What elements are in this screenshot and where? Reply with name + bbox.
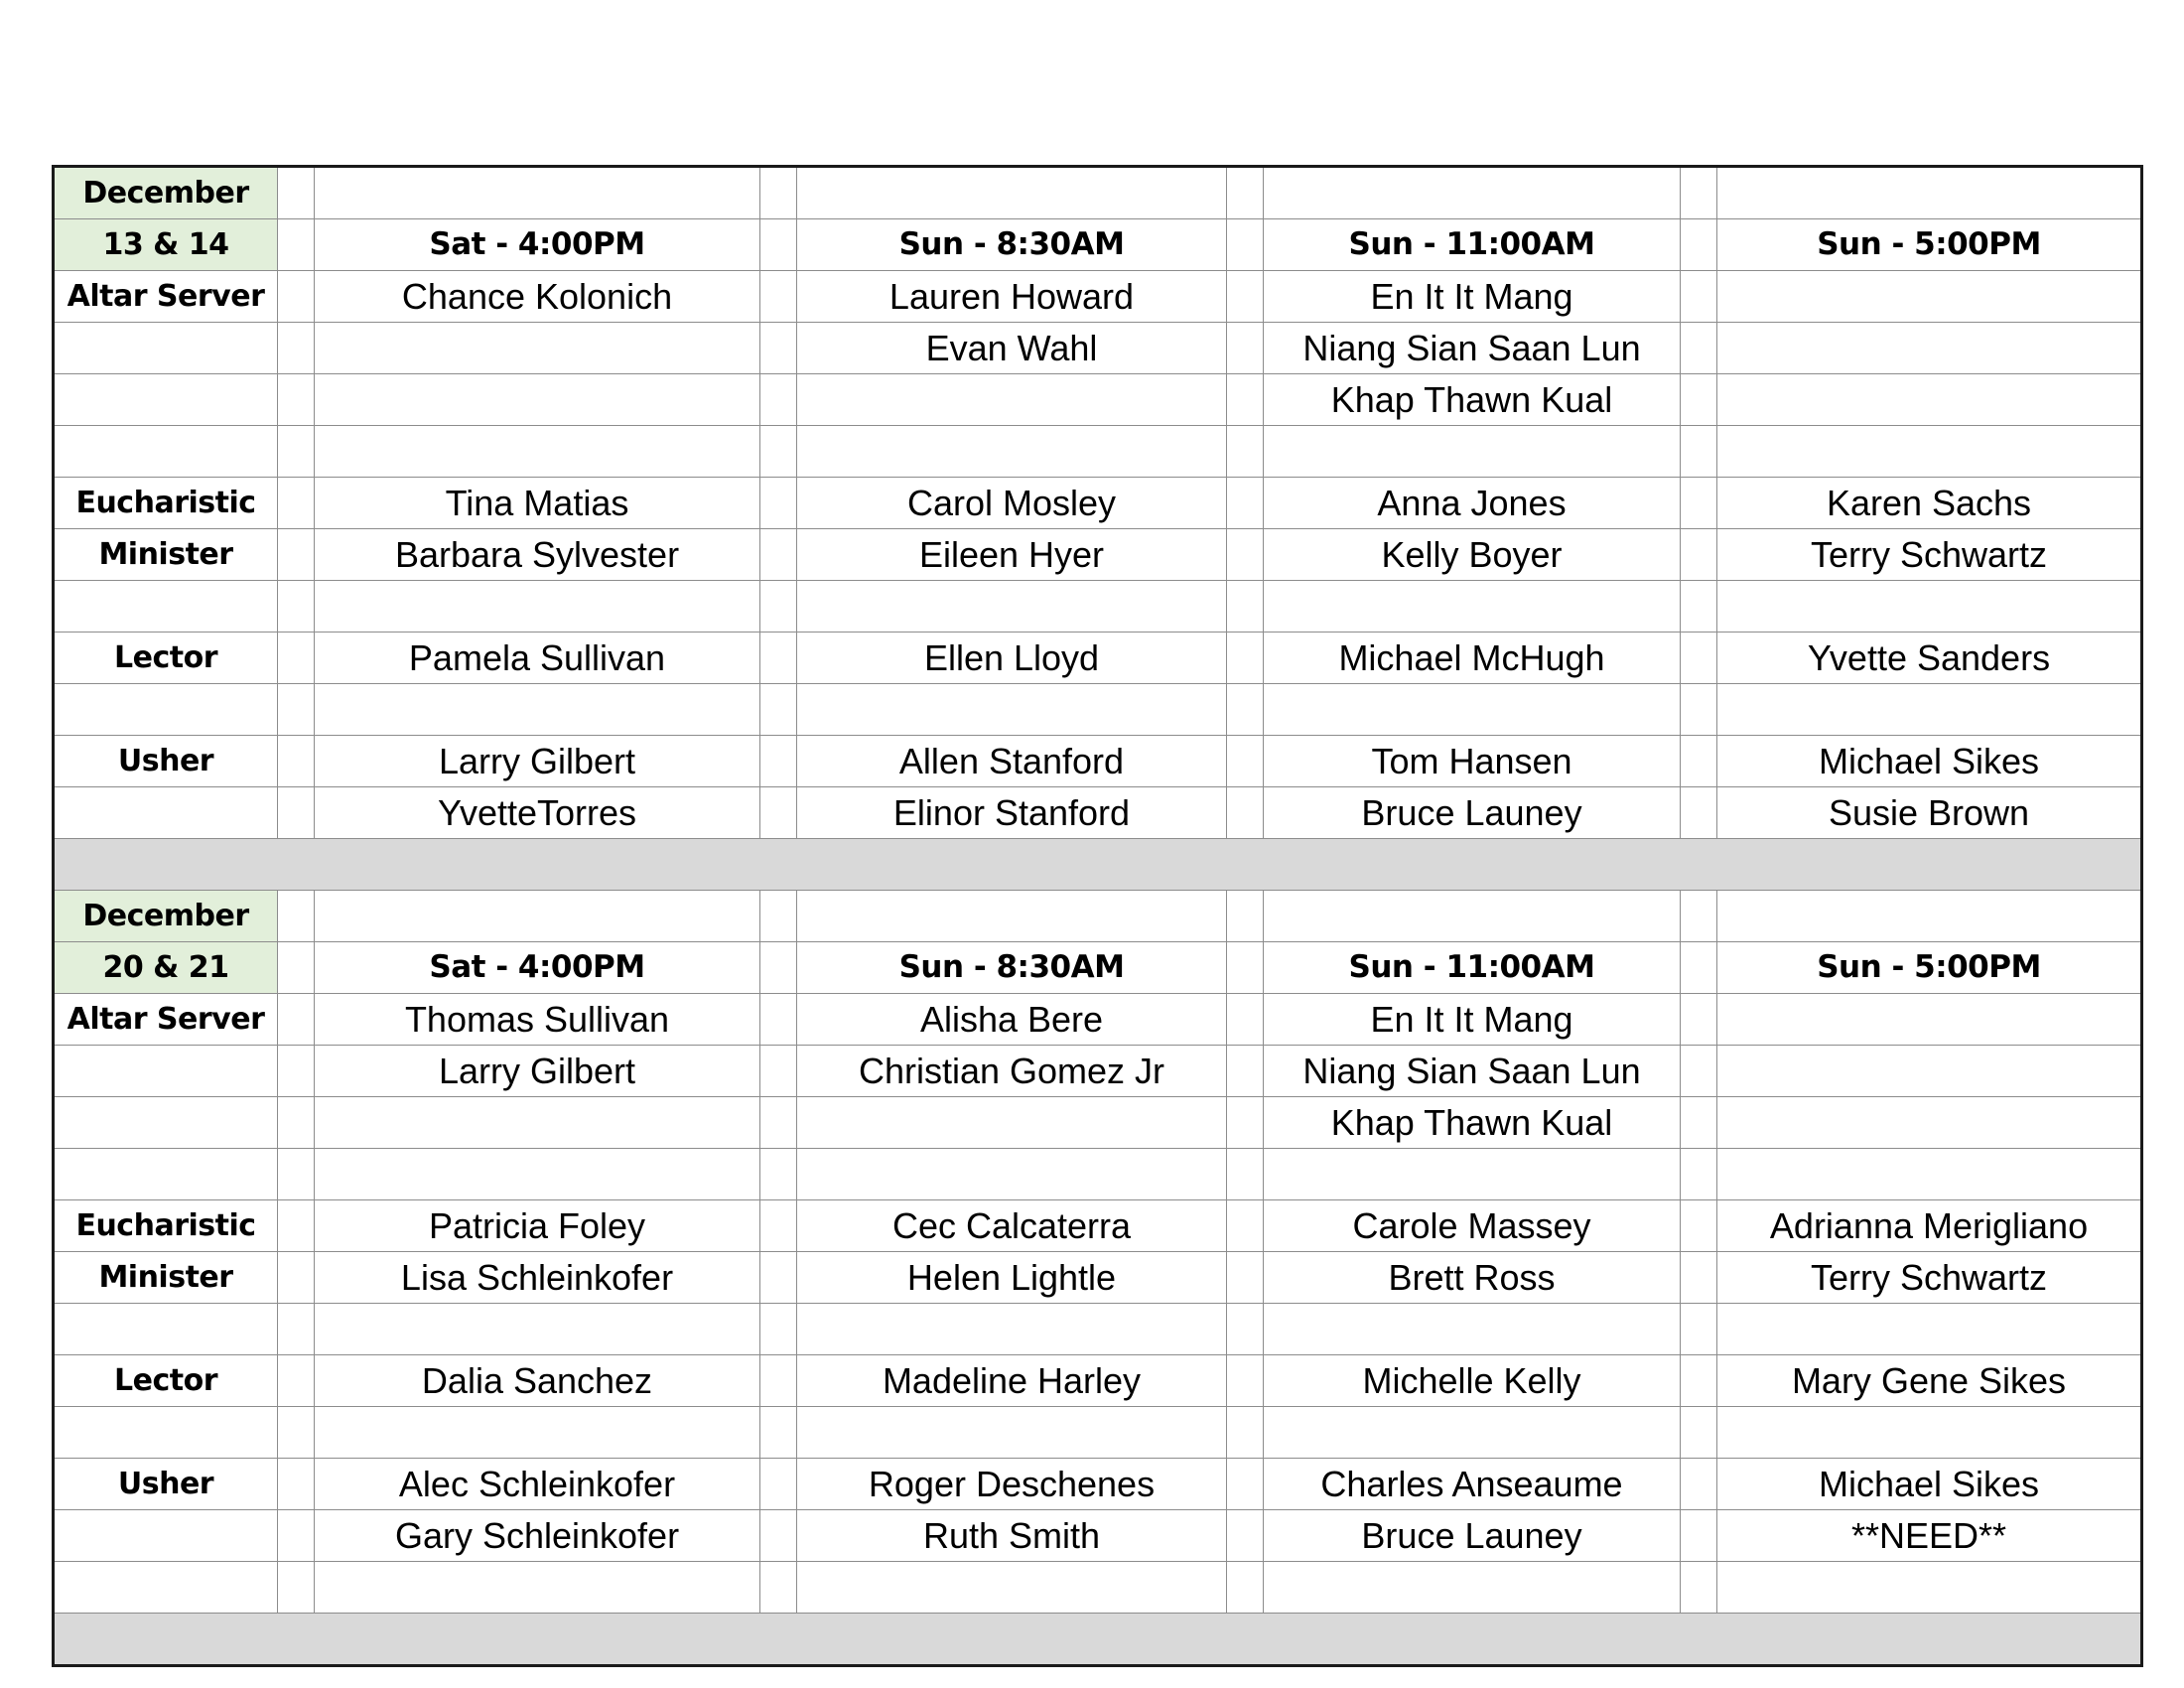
volunteer-name: Michael Sikes: [1717, 736, 2142, 787]
spacer-cell: [1681, 1304, 1717, 1355]
role-label-minister: Minister: [54, 529, 278, 581]
volunteer-name: [1717, 581, 2142, 633]
spacer-cell: [1681, 426, 1717, 478]
mass-time-header: Sat - 4:00PM: [315, 942, 760, 994]
role-label: [54, 1046, 278, 1097]
spacer-cell: [1681, 787, 1717, 839]
spacer-cell: [1227, 736, 1264, 787]
volunteer-name: Lauren Howard: [797, 271, 1227, 323]
spacer-cell: [278, 167, 315, 219]
spacer-cell: [760, 787, 797, 839]
role-label-minister: Minister: [54, 1252, 278, 1304]
volunteer-name: Gary Schleinkofer: [315, 1510, 760, 1562]
schedule-row: [54, 1407, 2142, 1459]
role-label: [54, 1097, 278, 1149]
schedule-row: [54, 1355, 2142, 1407]
spacer-cell: [278, 1562, 315, 1614]
spacer-cell: [760, 374, 797, 426]
volunteer-name: Ruth Smith: [797, 1510, 1227, 1562]
volunteer-name: Tom Hansen: [1264, 736, 1681, 787]
spacer-cell: [760, 736, 797, 787]
role-label-altar-server: Altar Server: [54, 994, 278, 1046]
spacer-cell: [1681, 1252, 1717, 1304]
spacer-cell: [760, 684, 797, 736]
volunteer-name: Helen Lightle: [797, 1252, 1227, 1304]
mass-time-row: [54, 942, 2142, 994]
volunteer-name: [1717, 1097, 2142, 1149]
schedule-body: [54, 167, 2142, 1666]
volunteer-name: Allen Stanford: [797, 736, 1227, 787]
mass-time-header: Sun - 8:30AM: [797, 219, 1227, 271]
spacer-cell: [1681, 1407, 1717, 1459]
schedule-row: [54, 633, 2142, 684]
schedule-row: [54, 271, 2142, 323]
spacer-cell: [1227, 374, 1264, 426]
spacer-cell: [1227, 478, 1264, 529]
volunteer-name: Alec Schleinkofer: [315, 1459, 760, 1510]
volunteer-name: [1264, 1407, 1681, 1459]
spacer-cell: [760, 1304, 797, 1355]
volunteer-name: Evan Wahl: [797, 323, 1227, 374]
blank-cell: [1264, 167, 1681, 219]
volunteer-name: [1264, 426, 1681, 478]
spacer-cell: [278, 1200, 315, 1252]
volunteer-name: [797, 581, 1227, 633]
spacer-cell: [1227, 1510, 1264, 1562]
spacer-cell: [1681, 374, 1717, 426]
spacer-cell: [1227, 1097, 1264, 1149]
spacer-cell: [1227, 271, 1264, 323]
spacer-cell: [760, 581, 797, 633]
volunteer-name: [797, 426, 1227, 478]
spacer-cell: [760, 1046, 797, 1097]
volunteer-name: Michael Sikes: [1717, 1459, 2142, 1510]
spacer-cell: [760, 1200, 797, 1252]
role-label: [54, 323, 278, 374]
volunteer-name: Susie Brown: [1717, 787, 2142, 839]
volunteer-name: Karen Sachs: [1717, 478, 2142, 529]
spacer-cell: [1681, 529, 1717, 581]
spacer-cell: [1227, 891, 1264, 942]
block-header-row: [54, 167, 2142, 219]
spacer-cell: [1227, 1355, 1264, 1407]
volunteer-name: [1264, 1304, 1681, 1355]
spacer-cell: [278, 1510, 315, 1562]
spacer-cell: [278, 1459, 315, 1510]
role-label-eucharistic: Eucharistic: [54, 478, 278, 529]
role-label: [54, 1149, 278, 1200]
spacer-cell: [1681, 478, 1717, 529]
spacer-cell: [760, 219, 797, 271]
spacer-cell: [760, 994, 797, 1046]
volunteer-name: Ellen Lloyd: [797, 633, 1227, 684]
spacer-cell: [1227, 529, 1264, 581]
schedule-row: [54, 323, 2142, 374]
volunteer-name: [797, 1304, 1227, 1355]
volunteer-name: Khap Thawn Kual: [1264, 1097, 1681, 1149]
spacer-cell: [278, 581, 315, 633]
role-label-lector: Lector: [54, 633, 278, 684]
spacer-cell: [760, 942, 797, 994]
spacer-cell: [760, 1459, 797, 1510]
role-label-lector: Lector: [54, 1355, 278, 1407]
volunteer-name: Anna Jones: [1264, 478, 1681, 529]
volunteer-name: Niang Sian Saan Lun: [1264, 1046, 1681, 1097]
spacer-cell: [760, 271, 797, 323]
spacer-cell: [278, 736, 315, 787]
blank-cell: [1264, 891, 1681, 942]
volunteer-name: [797, 1562, 1227, 1614]
schedule-row: [54, 581, 2142, 633]
spacer-cell: [760, 478, 797, 529]
spacer-cell: [1681, 1200, 1717, 1252]
role-label: [54, 374, 278, 426]
volunteer-name: [1717, 1149, 2142, 1200]
volunteer-name: [797, 1407, 1227, 1459]
spacer-cell: [278, 478, 315, 529]
schedule-row: [54, 529, 2142, 581]
date-days-label: 20 & 21: [54, 942, 278, 994]
volunteer-name: [1717, 1046, 2142, 1097]
role-label: [54, 426, 278, 478]
volunteer-name: [1717, 684, 2142, 736]
mass-time-header: Sun - 11:00AM: [1264, 219, 1681, 271]
volunteer-name: Bruce Launey: [1264, 787, 1681, 839]
spacer-cell: [760, 1149, 797, 1200]
volunteer-name: En It It Mang: [1264, 994, 1681, 1046]
volunteer-name: Dalia Sanchez: [315, 1355, 760, 1407]
blank-cell: [1717, 891, 2142, 942]
spacer-cell: [760, 323, 797, 374]
volunteer-name: [315, 684, 760, 736]
volunteer-name: Terry Schwartz: [1717, 529, 2142, 581]
spacer-cell: [760, 891, 797, 942]
volunteer-name: [315, 374, 760, 426]
mass-time-header: Sun - 5:00PM: [1717, 942, 2142, 994]
spacer-cell: [760, 1252, 797, 1304]
spacer-cell: [278, 323, 315, 374]
role-label-usher: Usher: [54, 1459, 278, 1510]
volunteer-name: Thomas Sullivan: [315, 994, 760, 1046]
separator-band: [54, 839, 2142, 891]
volunteer-name: [797, 374, 1227, 426]
mass-time-header: Sun - 11:00AM: [1264, 942, 1681, 994]
volunteer-name: Michael McHugh: [1264, 633, 1681, 684]
volunteer-name: [797, 684, 1227, 736]
spacer-cell: [278, 1407, 315, 1459]
spacer-cell: [278, 684, 315, 736]
spacer-cell: [278, 1304, 315, 1355]
spacer-cell: [278, 1046, 315, 1097]
spacer-cell: [1681, 736, 1717, 787]
spacer-cell: [278, 1149, 315, 1200]
spacer-cell: [1227, 684, 1264, 736]
volunteer-name: Michelle Kelly: [1264, 1355, 1681, 1407]
volunteer-name: [315, 426, 760, 478]
spacer-cell: [760, 426, 797, 478]
spacer-cell: [1227, 1149, 1264, 1200]
blank-cell: [797, 891, 1227, 942]
spacer-cell: [1227, 1252, 1264, 1304]
spacer-cell: [1227, 994, 1264, 1046]
volunteer-name: [1717, 1407, 2142, 1459]
spacer-cell: [1227, 426, 1264, 478]
volunteer-name: [1717, 1304, 2142, 1355]
spacer-cell: [1681, 581, 1717, 633]
schedule-row: [54, 1097, 2142, 1149]
volunteer-name: Terry Schwartz: [1717, 1252, 2142, 1304]
spacer-cell: [1227, 942, 1264, 994]
spacer-cell: [278, 1355, 315, 1407]
spacer-cell: [760, 1562, 797, 1614]
spacer-cell: [1681, 1097, 1717, 1149]
volunteer-name: Chance Kolonich: [315, 271, 760, 323]
spacer-cell: [278, 1252, 315, 1304]
volunteer-name: Kelly Boyer: [1264, 529, 1681, 581]
spacer-cell: [760, 1355, 797, 1407]
schedule-row: [54, 1459, 2142, 1510]
volunteer-name: Larry Gilbert: [315, 736, 760, 787]
schedule-row: [54, 1046, 2142, 1097]
role-label: [54, 1510, 278, 1562]
mass-time-header: Sat - 4:00PM: [315, 219, 760, 271]
schedule-row: [54, 1562, 2142, 1614]
date-days-label: 13 & 14: [54, 219, 278, 271]
volunteer-name: Bruce Launey: [1264, 1510, 1681, 1562]
mass-time-row: [54, 219, 2142, 271]
spacer-cell: [278, 426, 315, 478]
schedule-row: [54, 426, 2142, 478]
volunteer-name: [1717, 426, 2142, 478]
separator-band: [54, 1614, 2142, 1666]
volunteer-name: Niang Sian Saan Lun: [1264, 323, 1681, 374]
role-label: [54, 1407, 278, 1459]
volunteer-name: Pamela Sullivan: [315, 633, 760, 684]
role-label: [54, 787, 278, 839]
volunteer-name: Larry Gilbert: [315, 1046, 760, 1097]
spacer-cell: [1681, 994, 1717, 1046]
spacer-cell: [1227, 1046, 1264, 1097]
volunteer-name: YvetteTorres: [315, 787, 760, 839]
volunteer-name: [1264, 1149, 1681, 1200]
spacer-cell: [1227, 323, 1264, 374]
role-label-usher: Usher: [54, 736, 278, 787]
spacer-cell: [1681, 633, 1717, 684]
spacer-cell: [1681, 323, 1717, 374]
mass-time-header: Sun - 5:00PM: [1717, 219, 2142, 271]
mass-time-header: Sun - 8:30AM: [797, 942, 1227, 994]
volunteer-name: Mary Gene Sikes: [1717, 1355, 2142, 1407]
volunteer-name: Adrianna Merigliano: [1717, 1200, 2142, 1252]
spacer-cell: [278, 374, 315, 426]
role-label-eucharistic: Eucharistic: [54, 1200, 278, 1252]
spacer-cell: [760, 167, 797, 219]
volunteer-name: [1264, 581, 1681, 633]
spacer-cell: [1681, 1459, 1717, 1510]
spacer-cell: [1227, 1200, 1264, 1252]
spacer-cell: [1227, 167, 1264, 219]
volunteer-name: [797, 1149, 1227, 1200]
volunteer-name: [315, 581, 760, 633]
volunteer-name: [797, 1097, 1227, 1149]
spacer-cell: [278, 942, 315, 994]
volunteer-name: [1717, 1562, 2142, 1614]
separator-band-cell: [54, 1614, 2142, 1666]
volunteer-name: [315, 1562, 760, 1614]
volunteer-name: [1717, 374, 2142, 426]
blank-cell: [315, 167, 760, 219]
date-month-label: December: [54, 167, 278, 219]
spacer-cell: [1227, 219, 1264, 271]
volunteer-name: Madeline Harley: [797, 1355, 1227, 1407]
schedule-row: [54, 1510, 2142, 1562]
volunteer-name: **NEED**: [1717, 1510, 2142, 1562]
spacer-cell: [1681, 891, 1717, 942]
volunteer-name: [1264, 1562, 1681, 1614]
volunteer-name: [315, 1304, 760, 1355]
spacer-cell: [278, 891, 315, 942]
volunteer-name: Khap Thawn Kual: [1264, 374, 1681, 426]
spacer-cell: [1681, 1510, 1717, 1562]
volunteer-name: [315, 1149, 760, 1200]
separator-band-cell: [54, 839, 2142, 891]
spacer-cell: [1227, 1304, 1264, 1355]
spacer-cell: [1681, 219, 1717, 271]
spacer-cell: [1227, 787, 1264, 839]
volunteer-name: [315, 323, 760, 374]
ministry-schedule-table: [52, 165, 2143, 1667]
spacer-cell: [278, 271, 315, 323]
spacer-cell: [760, 529, 797, 581]
spacer-cell: [1681, 684, 1717, 736]
spacer-cell: [1227, 1459, 1264, 1510]
spacer-cell: [760, 1097, 797, 1149]
volunteer-name: Eileen Hyer: [797, 529, 1227, 581]
spacer-cell: [1681, 1562, 1717, 1614]
spacer-cell: [1227, 581, 1264, 633]
spacer-cell: [760, 1510, 797, 1562]
volunteer-name: Roger Deschenes: [797, 1459, 1227, 1510]
spacer-cell: [1227, 1562, 1264, 1614]
schedule-row: [54, 994, 2142, 1046]
schedule-row: [54, 374, 2142, 426]
volunteer-name: Alisha Bere: [797, 994, 1227, 1046]
volunteer-name: Yvette Sanders: [1717, 633, 2142, 684]
schedule-row: [54, 1304, 2142, 1355]
spacer-cell: [278, 1097, 315, 1149]
schedule-row: [54, 684, 2142, 736]
volunteer-name: Brett Ross: [1264, 1252, 1681, 1304]
schedule-row: [54, 1149, 2142, 1200]
spacer-cell: [278, 994, 315, 1046]
role-label: [54, 1562, 278, 1614]
spacer-cell: [278, 529, 315, 581]
spacer-cell: [1681, 271, 1717, 323]
volunteer-name: Carole Massey: [1264, 1200, 1681, 1252]
volunteer-name: [315, 1407, 760, 1459]
spacer-cell: [278, 219, 315, 271]
volunteer-name: [1717, 271, 2142, 323]
volunteer-name: Christian Gomez Jr: [797, 1046, 1227, 1097]
spacer-cell: [278, 787, 315, 839]
date-month-label: December: [54, 891, 278, 942]
spacer-cell: [1681, 1355, 1717, 1407]
block-header-row: [54, 891, 2142, 942]
spacer-cell: [1227, 633, 1264, 684]
volunteer-name: Patricia Foley: [315, 1200, 760, 1252]
schedule-row: [54, 1252, 2142, 1304]
spacer-cell: [1681, 1149, 1717, 1200]
volunteer-name: Lisa Schleinkofer: [315, 1252, 760, 1304]
role-label-altar-server: Altar Server: [54, 271, 278, 323]
volunteer-name: Barbara Sylvester: [315, 529, 760, 581]
volunteer-name: En It It Mang: [1264, 271, 1681, 323]
volunteer-name: [1264, 684, 1681, 736]
blank-cell: [1717, 167, 2142, 219]
volunteer-name: Charles Anseaume: [1264, 1459, 1681, 1510]
blank-cell: [315, 891, 760, 942]
spacer-cell: [1681, 1046, 1717, 1097]
volunteer-name: Tina Matias: [315, 478, 760, 529]
blank-cell: [797, 167, 1227, 219]
schedule-row: [54, 736, 2142, 787]
volunteer-name: Elinor Stanford: [797, 787, 1227, 839]
volunteer-name: [1717, 994, 2142, 1046]
spacer-cell: [760, 633, 797, 684]
spacer-cell: [1227, 1407, 1264, 1459]
spacer-cell: [1681, 942, 1717, 994]
role-label: [54, 581, 278, 633]
spacer-cell: [278, 633, 315, 684]
role-label: [54, 1304, 278, 1355]
volunteer-name: Cec Calcaterra: [797, 1200, 1227, 1252]
role-label: [54, 684, 278, 736]
spacer-cell: [1681, 167, 1717, 219]
spacer-cell: [760, 1407, 797, 1459]
schedule-row: [54, 478, 2142, 529]
volunteer-name: Carol Mosley: [797, 478, 1227, 529]
schedule-row: [54, 787, 2142, 839]
schedule-row: [54, 1200, 2142, 1252]
volunteer-name: [1717, 323, 2142, 374]
volunteer-name: [315, 1097, 760, 1149]
